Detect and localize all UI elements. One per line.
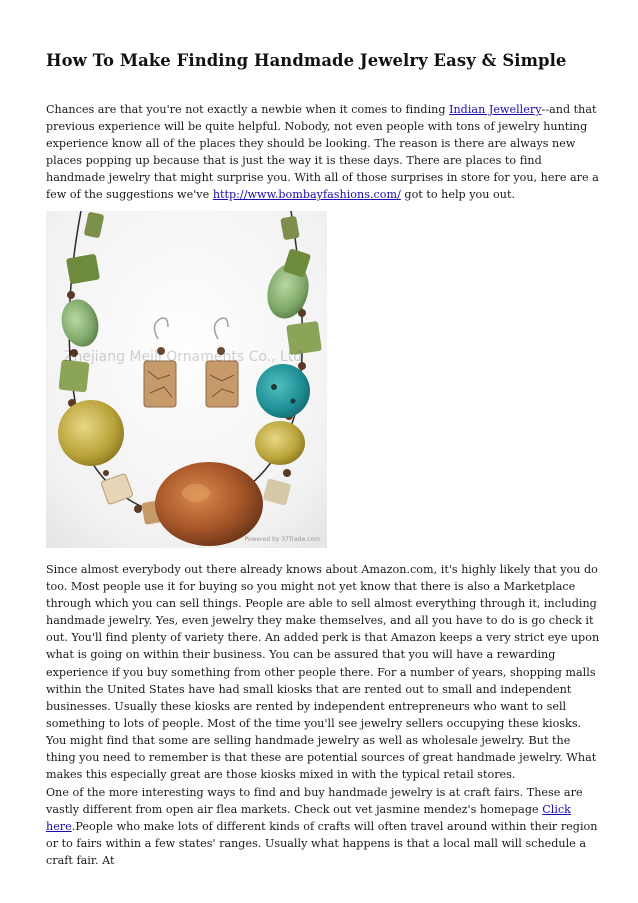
- image-watermark: Zhejiang Meili Ornaments Co., Ltd: [63, 349, 303, 365]
- intro-text-3: got to help you out.: [400, 188, 516, 202]
- jewelry-necklace-earrings-photo: [46, 211, 327, 548]
- intro-text-1: Chances are that you're not exactly a newbie when it comes to finding: [46, 103, 450, 116]
- amazon-paragraph: Since almost everybody out there already knows about Amazon.com, it's highly likely that you do too. Most people use it for buying so you might not yet know that there is also a Marketplace through which you can sell things. People are able to sell almost everything through it, including handmade jewelry. Yes, even jewelry they make themselves, and all you have to do is go check it out. You'll find plenty of variety there. An added perk is that Amazon keeps a very strict eye upon what is going on within their business. You can be assured that you will have a rewarding experience if you buy something from other people there. For a number of years, shopping malls within the United States have had small kiosks that are rented out to small and independent businesses. Usually these kiosks are rented by independent entrepreneurs who want to sell something to lots of people. Most of the time you'll see jewelry sellers occupying these kiosks. You might find that some are selling handmade jewelry as well as wholesale jewelry. But the thing you need to remember is that these are potential sources of great handmade jewelry. What makes this especially great are those kiosks mixed in with the typical retail stores.: [46, 563, 600, 782]
- intro-text-2: --and that previous experience will be quite helpful. Nobody, not even people with tons of jewelry hunting experience know all of the places they should be looking. The reason is there are always new places popping up because that is just the way it is these days. There are places to find handmade jewelry that might surprise you. With all of those surprises in store for you, here are a few of the suggestions we've: [46, 103, 599, 202]
- craft-fairs-paragraph: [46, 784, 602, 869]
- bombayfashions-link[interactable]: http://www.bombayfashions.com/: [212, 188, 401, 202]
- click-here-link[interactable]: Click here: [46, 803, 571, 834]
- craft-text-1: One of the more interesting ways to find and buy handmade jewelry is at craft fairs. These are vastly different from open air flea markets. Check out vet jasmine mendez's homepage: [46, 786, 583, 817]
- indian-jewellery-link[interactable]: Indian Jewellery: [449, 103, 542, 116]
- image-credit: Powered by 37Trade.com: [244, 536, 320, 543]
- intro-paragraph: [46, 101, 602, 204]
- page-title: How To Make Finding Handmade Jewelry Easy & Simple: [46, 51, 567, 70]
- craft-text-2: .People who make lots of different kinds of crafts will often travel around within their region or to fairs within a few states' ranges. Usually what happens is that a local mall will schedule a craft fair. At: [46, 820, 598, 868]
